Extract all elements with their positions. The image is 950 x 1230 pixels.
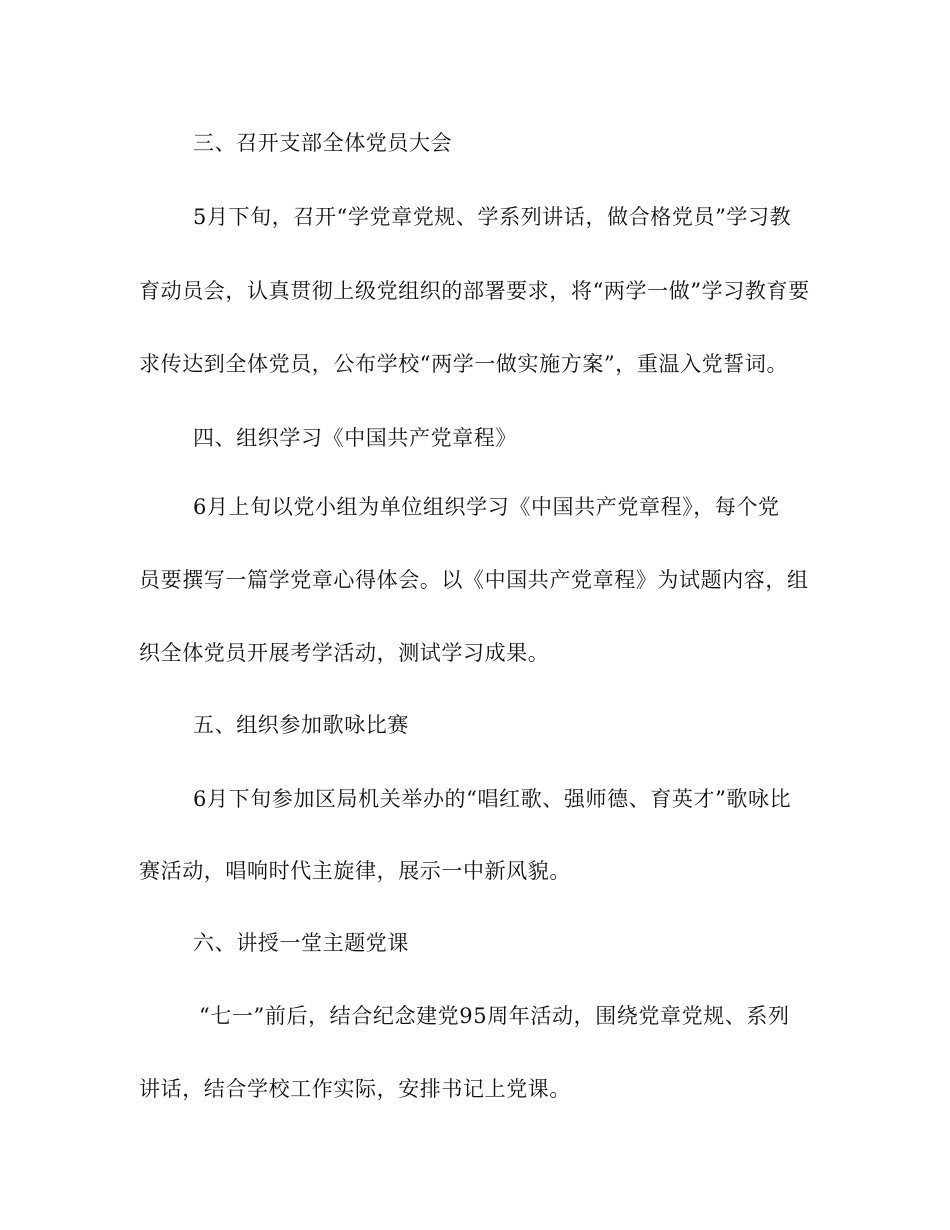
paragraph-line: 育动员会，认真贯彻上级党组织的部署要求，将“两学一做”学习教育要 xyxy=(139,279,810,303)
paragraph-line: 求传达到全体党员，公布学校“两学一做实施方案”，重温入党誓词。 xyxy=(139,352,789,376)
paragraph-line: 5月下旬，召开“学党章党规、学系列讲话，做合格党员”学习教 xyxy=(193,205,792,229)
paragraph-line: 织全体党员开展考学活动，测试学习成果。 xyxy=(139,641,550,665)
section-heading: 三、召开支部全体党员大会 xyxy=(193,131,453,155)
paragraph-line: 赛活动，唱响时代主旋律，展示一中新风貌。 xyxy=(139,859,571,883)
paragraph-line: 6月上旬以党小组为单位组织学习《中国共产党章程》，每个党 xyxy=(193,495,780,519)
section-heading: 四、组织学习《中国共产党章程》 xyxy=(193,426,517,450)
paragraph-line: 6月下旬参加区局机关举办的“唱红歌、强师德、育英才”歌咏比 xyxy=(193,787,792,811)
paragraph-line: 讲话，结合学校工作实际，安排书记上党课。 xyxy=(139,1077,571,1101)
section-heading: 五、组织参加歌咏比赛 xyxy=(193,713,409,737)
paragraph-line: “七一”前后，结合纪念建党95周年活动，围绕党章党规、系列 xyxy=(199,1004,790,1028)
paragraph-line: 员要撰写一篇学党章心得体会。以《中国共产党章程》为试题内容，组 xyxy=(139,568,809,592)
section-heading: 六、讲授一堂主题党课 xyxy=(193,931,409,955)
